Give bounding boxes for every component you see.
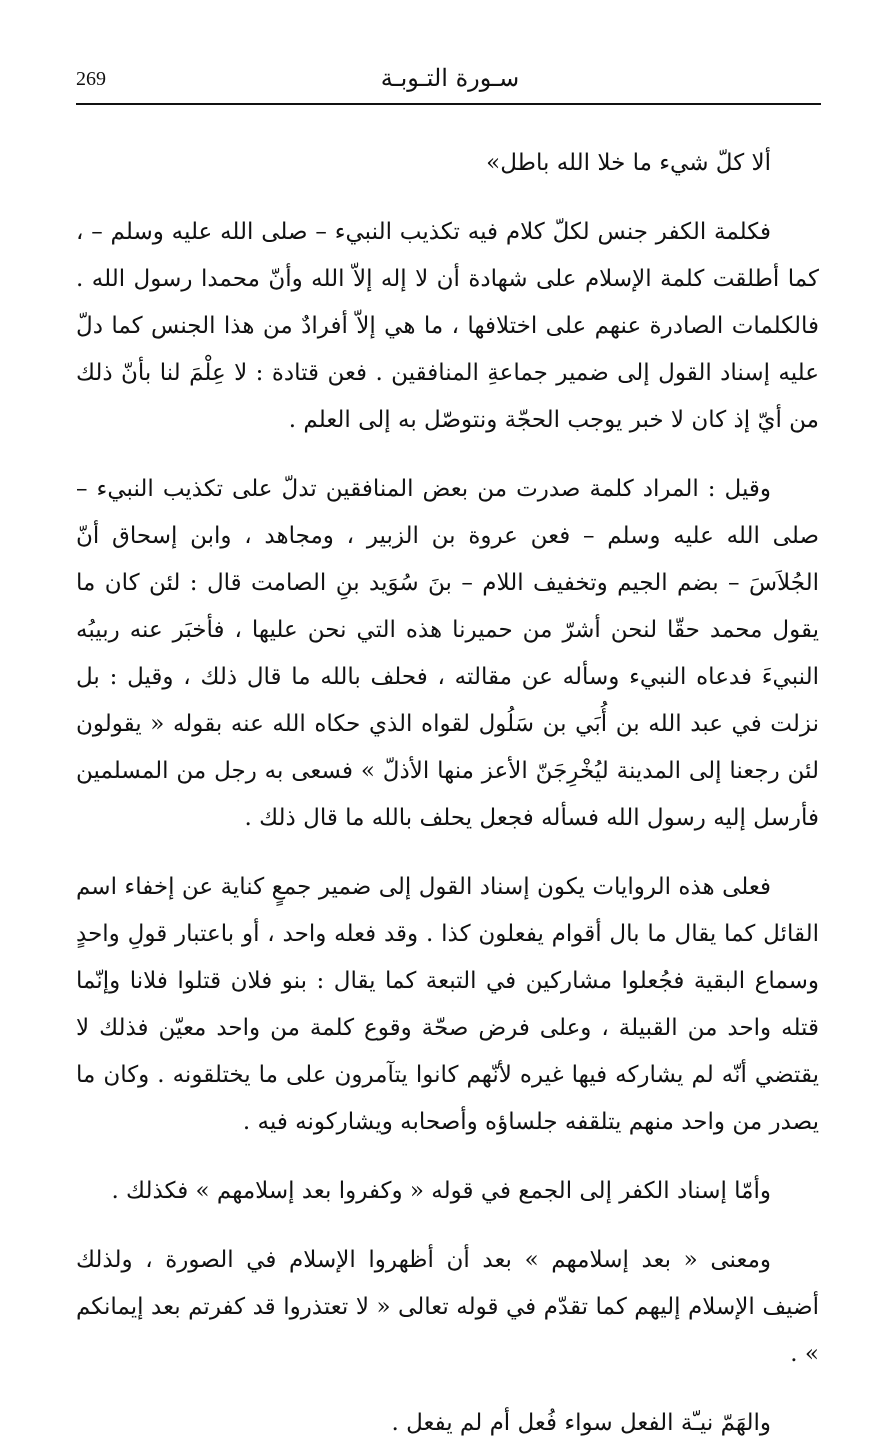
page-number: 269: [76, 68, 106, 90]
paragraph-kufr-plural: وأمّا إسناد الكفر إلى الجمع في قوله « وكفروا بعد إسلامهم » فكذلك .: [111, 1178, 771, 1204]
paragraph-qila-narrations: وقيل : المراد كلمة صدرت من بعض المنافقين تدلّ على تكذيب النبيء – صلى الله عليه وسلم – فعن عروة بن الزبير ، ومجاهد ، وابن إسحاق أنّ الجُلاَسَ – بضم الجيم وتخفيف اللام – بنَ سُوَيد بنِ الصامت قال : لئن كان ما يقول محمد حقّا لنحن أشرّ من حميرنا هذه التي نحن عليها ، فأخبَر عنه ربيبُه النبيءَ فدعاه النبيء وسأله عن مقالته ، فحلف بالله ما قال ذلك ، وقيل : بل نزلت في عبد الله بن أُبَي بن سَلُول لقواه الذي حكاه الله عنه بقوله « يقولون لئن رجعنا إلى المدينة ليُخْرِجَنّ الأعز منها الأذلّ » فسعى به رجل من المسلمين فأرسل إليه رسول الله فسأله فجعل يحلف بالله ما قال ذلك .: [76, 476, 819, 831]
paragraph-kufr-meaning: فكلمة الكفر جنس لكلّ كلام فيه تكذيب النبيء – صلى الله عليه وسلم – ، كما أطلقت كلمة الإسلام على شهادة أن لا إله إلاّ الله وأنّ محمدا رسول الله . فالكلمات الصادرة عنهم على اختلافها ، ما هي إلاّ أفرادٌ من هذا الجنس كما دلّ عليه إسناد القول إلى ضمير جماعةِ المنافقين . فعن قتادة : لا عِلْمَ لنا بأنّ ذلك من أيّ إذ كان لا خبر يوجب الحجّة ونتوصّل به إلى العلم .: [76, 219, 819, 433]
paragraph-after-islam: ومعنى « بعد إسلامهم » بعد أن أظهروا الإسلام في الصورة ، ولذلك أضيف الإسلام إليهم كما تقدّم في قوله تعالى « لا تعتذروا قد كفرتم بعد إيمانكم » .: [76, 1247, 819, 1367]
page-body: [76, 140, 819, 1447]
header-divider: [76, 103, 821, 105]
paragraph-plural-attribution: فعلى هذه الروايات يكون إسناد القول إلى ضمير جمعٍ كناية عن إخفاء اسم القائل كما يقال ما بال أقوام يفعلون كذا . وقد فعله واحد ، أو باعتبار قولِ واحدٍ وسماع البقية فجُعلوا مشاركين في التبعة كما يقال : بنو فلان قتلوا فلانا وإنّما قتله واحد من القبيلة ، وعلى فرض صحّة وقوع كلمة من واحد معيّن فذلك لا يقتضي أنّه لم يشاركه فيها غيره لأنّهم كانوا يتآمرون على ما يختلقونه . وكان ما يصدر من واحد منهم يتلقفه جلساؤه وأصحابه ويشاركونه فيه .: [76, 874, 819, 1135]
surah-title: سـورة التـوبـة: [380, 64, 520, 92]
paragraph-hamm-definition: والهَمّ نيـّة الفعل سواء فُعل أم لم يفعل .: [391, 1410, 771, 1436]
poem-line-end: ألا كلّ شيء ما خلا الله باطل»: [486, 150, 771, 176]
